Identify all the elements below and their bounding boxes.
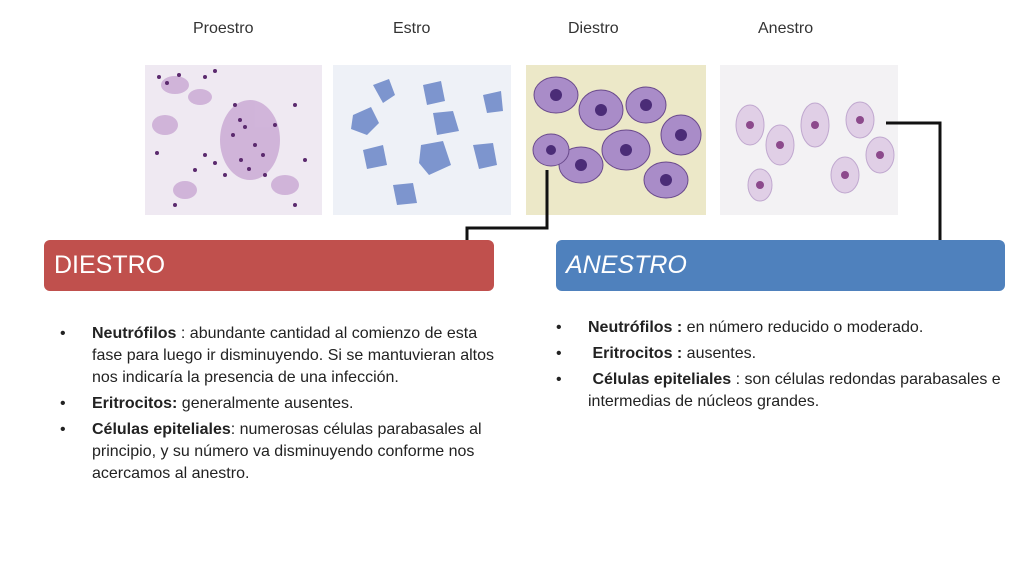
- anestro-bullet-list: [556, 317, 1006, 417]
- diestro-header: [44, 240, 494, 291]
- anestro-header: [556, 240, 1005, 291]
- bullet-term: Neutrófilos :: [588, 319, 683, 336]
- list-item: [60, 393, 500, 415]
- anestro-title: ANESTRO: [566, 251, 687, 279]
- stage-label-diestro: Diestro: [568, 20, 619, 37]
- bullet-term: Eritrocitos:: [92, 395, 178, 412]
- diestro-title: DIESTRO: [54, 251, 166, 279]
- stage-label-estro: Estro: [393, 20, 431, 37]
- bullet-text: : son células redondas parabasales e intermedias de núcleos grandes.: [588, 371, 1001, 410]
- bullet-term: Neutrófilos: [92, 325, 177, 342]
- bullet-term: Células epiteliales: [92, 421, 231, 438]
- list-item: [60, 323, 500, 389]
- bullet-term: Eritrocitos :: [588, 345, 683, 362]
- bullet-text: : numerosas células parabasales al principio, y su número va disminuyendo conforme nos acercamos al anestro.: [92, 421, 482, 482]
- bullet-text: en número reducido o moderado.: [682, 319, 924, 336]
- stage-label-anestro: Anestro: [758, 20, 814, 37]
- bullet-text: ausentes.: [682, 345, 757, 362]
- bullet-text: : abundante cantidad al comienzo de esta fase para luego ir disminuyendo. Si se mantuvieran altos nos indicaría la presencia de una infección.: [92, 325, 494, 386]
- arrow-anestro: [886, 123, 940, 258]
- list-item: [556, 317, 1006, 339]
- bullet-term: Células epiteliales: [588, 371, 732, 388]
- list-item: [556, 369, 1006, 413]
- list-item: [60, 419, 500, 485]
- stage-label-proestro: Proestro: [193, 20, 254, 37]
- bullet-text: generalmente ausentes.: [177, 395, 354, 412]
- diestro-bullet-list: [60, 323, 500, 489]
- list-item: [556, 343, 1006, 365]
